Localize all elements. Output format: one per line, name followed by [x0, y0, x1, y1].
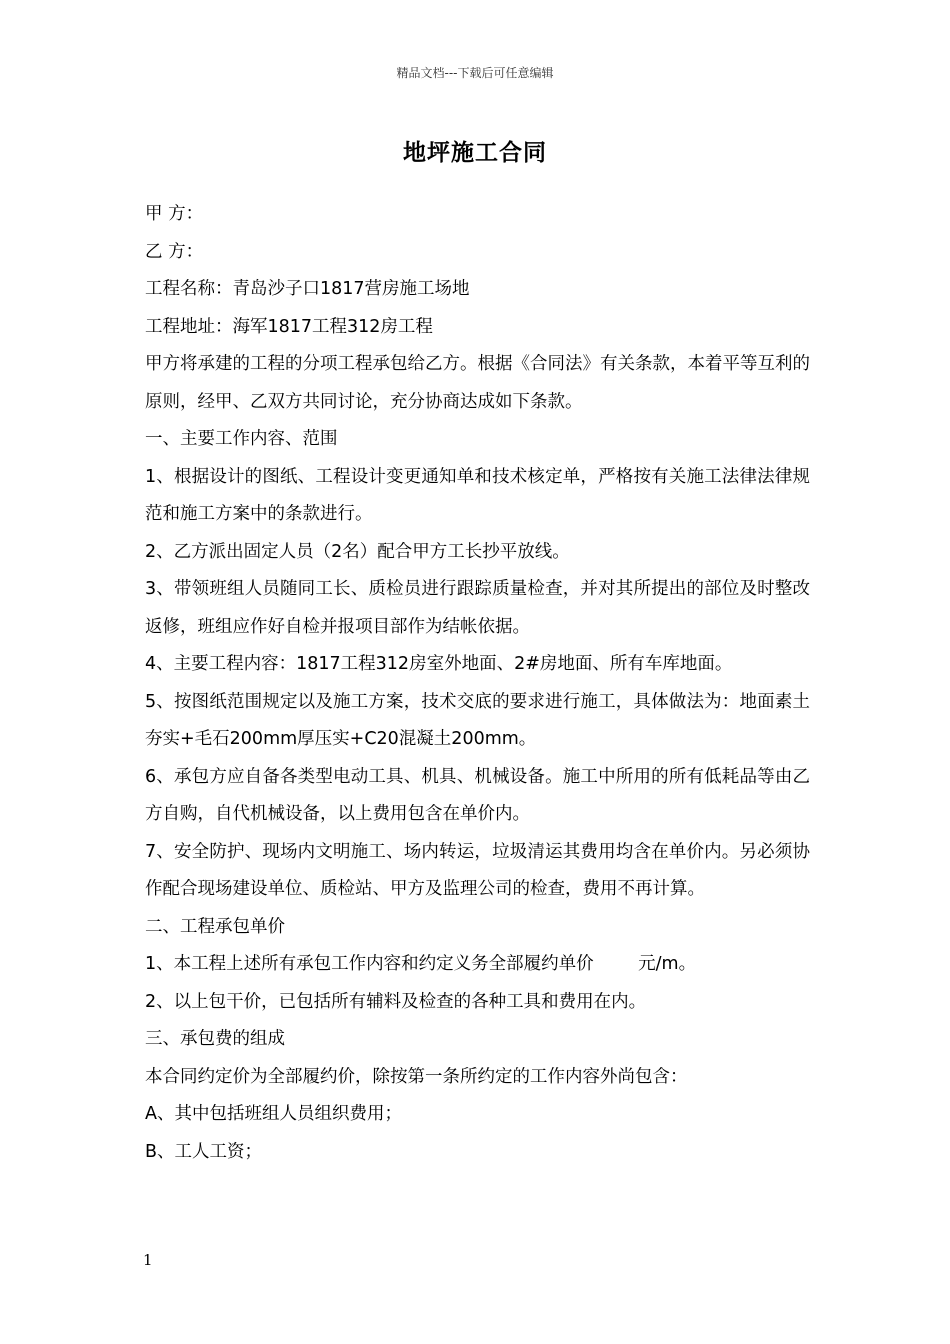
page-header-note: 精品文档---下载后可任意编辑 — [396, 66, 554, 80]
document-title: 地坪施工合同 — [403, 140, 547, 166]
project-name-line: 工程名称：青岛沙子口1817营房施工场地 — [145, 279, 470, 299]
clause-1-4: 4、主要工程内容：1817工程312房室外地面、2#房地面、所有车库地面。 — [145, 654, 733, 674]
section-heading-2: 二、工程承包单价 — [145, 916, 285, 937]
clause-1-7: 7、安全防护、现场内文明施工、场内转运，垃圾清运其费用均含在单价内。另必须协作配合现场建设单位、质检站、甲方及监理公司的检查，费用不再计算。 — [145, 841, 810, 899]
intro-paragraph: 甲方将承建的工程的分项工程承包给乙方。根据《合同法》有关条款，本着平等互利的原则，经甲、乙双方共同讨论，充分协商达成如下条款。 — [145, 354, 810, 412]
clause-2-2: 2、以上包干价，已包括所有辅料及检查的各种工具和费用在内。 — [145, 991, 647, 1012]
clause-1-5: 5、按图纸范围规定以及施工方案，技术交底的要求进行施工，具体做法为：地面素土夯实+毛石200mm厚压实+C20混凝土200mm。 — [145, 691, 810, 749]
item-a: A、其中包括班组人员组织费用； — [145, 1104, 402, 1124]
clause-2-1: 1、本工程上述所有承包工作内容和约定义务全部履约单价 元/m。 — [145, 954, 697, 974]
project-address-line: 工程地址：海军1817工程312房工程 — [145, 316, 433, 337]
clause-1-2: 2、乙方派出固定人员（2名）配合甲方工长抄平放线。 — [145, 541, 570, 562]
party-a-line: 甲 方： — [145, 204, 204, 224]
section-3-intro: 本合同约定价为全部履约价，除按第一条所约定的工作内容外尚包含： — [145, 1066, 688, 1087]
clause-1-1: 1、根据设计的图纸、工程设计变更通知单和技术核定单，严格按有关施工法律法律规范和施工方案中的条款进行。 — [145, 466, 810, 524]
clause-1-3: 3、带领班组人员随同工长、质检员进行跟踪质量检查，并对其所提出的部位及时整改返修，班组应作好自检并报项目部作为结帐依据。 — [145, 579, 810, 637]
contract-body — [145, 196, 810, 1171]
item-b: B、工人工资； — [145, 1141, 263, 1162]
page-number: 1 — [143, 1251, 153, 1269]
section-heading-3: 三、承包费的组成 — [145, 1029, 285, 1049]
clause-1-6: 6、承包方应自备各类型电动工具、机具、机械设备。施工中所用的所有低耗品等由乙方自购，自代机械设备，以上费用包含在单价内。 — [145, 766, 810, 824]
section-heading-1: 一、主要工作内容、范围 — [145, 429, 338, 449]
party-b-line: 乙 方： — [145, 241, 204, 262]
